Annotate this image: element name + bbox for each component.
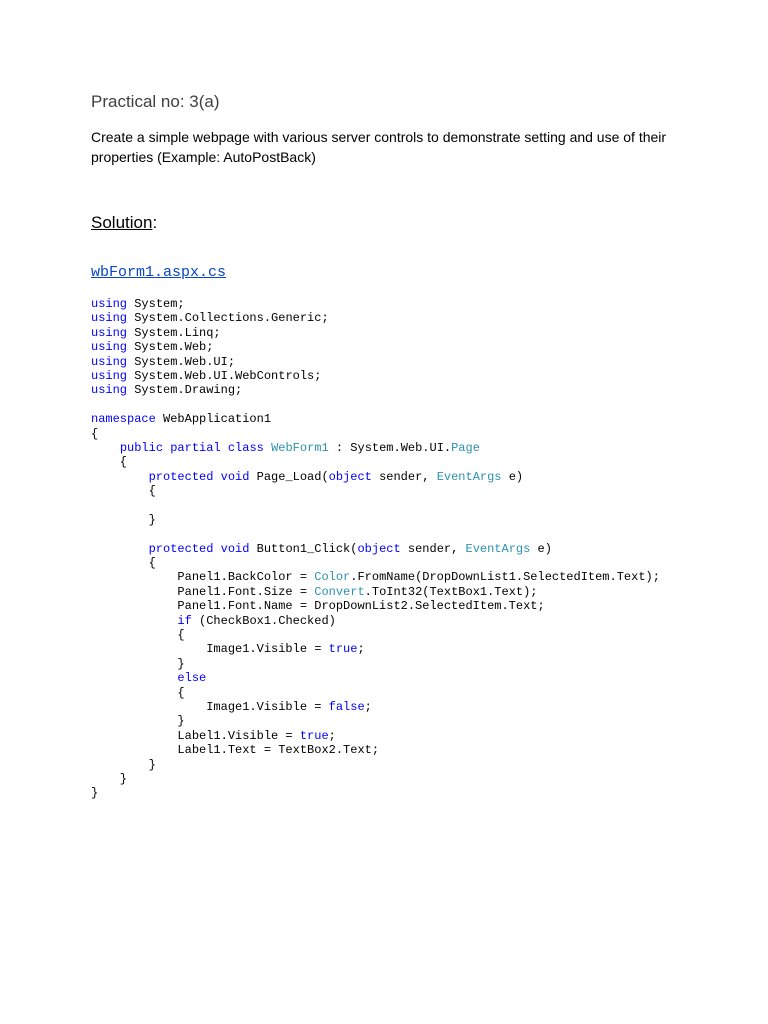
code-line — [91, 700, 660, 714]
solution-colon: : — [152, 213, 158, 232]
code-text: sender, — [400, 541, 466, 556]
code-type: Convert — [314, 584, 365, 599]
code-text — [213, 470, 220, 484]
code-text: e) — [501, 469, 524, 484]
code-line — [91, 470, 660, 484]
code-text: } — [91, 786, 99, 801]
code-line — [91, 527, 660, 541]
code-text — [213, 542, 220, 556]
code-text: System.Web.UI; — [127, 354, 236, 369]
code-text: : System.Web.UI. — [328, 440, 452, 455]
code-line — [91, 398, 660, 412]
code-text: e) — [530, 541, 552, 556]
code-keyword: partial — [170, 440, 221, 455]
code-text: ; — [357, 642, 365, 657]
code-keyword: true — [328, 642, 358, 657]
code-text: Label1.Text = TextBox2.Text; — [91, 743, 380, 758]
code-line — [91, 369, 660, 383]
code-keyword: using — [91, 311, 128, 326]
filename-link[interactable]: wbForm1.aspx.cs — [91, 264, 227, 281]
code-line — [91, 758, 660, 772]
code-text — [91, 441, 120, 455]
code-text — [264, 441, 271, 455]
code-line — [91, 326, 660, 340]
code-keyword: namespace — [91, 412, 156, 427]
code-keyword: using — [91, 325, 128, 340]
code-line — [91, 513, 660, 527]
code-type: Page — [451, 440, 480, 455]
code-text: } — [91, 771, 128, 786]
code-line — [91, 441, 660, 455]
code-block — [91, 297, 660, 801]
code-text: System; — [127, 297, 185, 311]
code-line — [91, 412, 660, 426]
code-keyword: using — [91, 354, 128, 369]
code-text: Panel1.BackColor = — [91, 570, 315, 585]
code-text: } — [91, 656, 185, 671]
code-text — [91, 470, 149, 484]
code-text: .FromName(DropDownList1.SelectedItem.Text); — [350, 570, 660, 585]
solution-label: Solution — [91, 213, 153, 232]
code-line — [91, 686, 660, 700]
code-keyword: protected — [148, 469, 214, 484]
code-text: { — [91, 426, 99, 441]
code-keyword: void — [220, 541, 250, 556]
code-keyword: false — [328, 699, 365, 714]
code-line — [91, 484, 660, 498]
code-type: EventArgs — [465, 541, 531, 556]
code-text: Image1.Visible = — [91, 642, 329, 657]
code-type: Color — [314, 570, 351, 585]
code-text: { — [91, 685, 185, 700]
code-line — [91, 455, 660, 469]
code-keyword: using — [91, 383, 128, 398]
code-keyword: void — [220, 469, 250, 484]
code-text: { — [91, 556, 156, 571]
code-keyword: protected — [148, 541, 214, 556]
code-line — [91, 297, 660, 311]
code-text: } — [91, 757, 156, 772]
code-text: } — [91, 714, 185, 729]
code-line — [91, 498, 660, 512]
code-keyword: class — [227, 440, 264, 455]
code-text: Image1.Visible = — [91, 699, 329, 714]
code-line — [91, 786, 660, 800]
practical-heading: Practical no: 3(a) — [91, 92, 220, 111]
code-text: WebApplication1 — [155, 412, 272, 427]
code-line — [91, 556, 660, 570]
code-text: sender, — [371, 469, 437, 484]
code-keyword: public — [119, 440, 164, 455]
code-line — [91, 311, 660, 325]
code-line — [91, 642, 660, 656]
code-text — [91, 614, 177, 628]
code-text: Label1.Visible = — [91, 728, 300, 743]
code-keyword: else — [177, 671, 207, 686]
code-line — [91, 628, 660, 642]
code-text: System.Drawing; — [127, 383, 243, 398]
code-keyword: using — [91, 368, 128, 383]
code-keyword: true — [299, 728, 329, 743]
code-line — [91, 570, 660, 584]
code-text: { — [91, 484, 156, 499]
code-type: WebForm1 — [271, 440, 329, 455]
code-line — [91, 355, 660, 369]
code-text: ; — [328, 728, 336, 743]
code-text: { — [91, 627, 185, 642]
code-keyword: using — [91, 340, 128, 355]
code-text: Panel1.Font.Size = — [91, 584, 315, 599]
code-text: System.Linq; — [127, 325, 221, 340]
code-text — [221, 441, 228, 455]
code-text: Button1_Click( — [249, 541, 358, 556]
code-keyword: if — [177, 613, 192, 628]
code-text: System.Collections.Generic; — [127, 311, 329, 326]
code-text: { — [91, 455, 128, 470]
code-text — [91, 671, 177, 685]
code-line — [91, 542, 660, 556]
code-line — [91, 427, 660, 441]
code-keyword: object — [328, 469, 372, 484]
code-text: System.Web.UI.WebControls; — [127, 368, 322, 383]
code-line — [91, 599, 660, 613]
code-text — [91, 542, 149, 556]
code-text: } — [91, 512, 156, 527]
code-line — [91, 714, 660, 728]
code-keyword: object — [357, 541, 401, 556]
code-line — [91, 671, 660, 685]
code-line — [91, 340, 660, 354]
code-keyword: using — [91, 297, 128, 311]
code-line — [91, 729, 660, 743]
practical-description: Create a simple webpage with various server controls to demonstrate setting and use of their properties (Example: AutoPostBack) — [91, 129, 667, 165]
code-type: EventArgs — [436, 469, 502, 484]
code-line — [91, 585, 660, 599]
code-line — [91, 743, 660, 757]
code-line — [91, 383, 660, 397]
code-line — [91, 614, 660, 628]
code-text: .ToInt32(TextBox1.Text); — [364, 584, 538, 599]
code-text: System.Web; — [127, 340, 214, 355]
code-text: (CheckBox1.Checked) — [191, 613, 336, 628]
code-line — [91, 657, 660, 671]
code-text: Page_Load( — [249, 469, 329, 484]
solution-heading — [91, 213, 157, 233]
code-line — [91, 772, 660, 786]
code-text: ; — [364, 699, 372, 714]
code-text: Panel1.Font.Name = DropDownList2.SelectedItem.Text; — [91, 599, 545, 614]
